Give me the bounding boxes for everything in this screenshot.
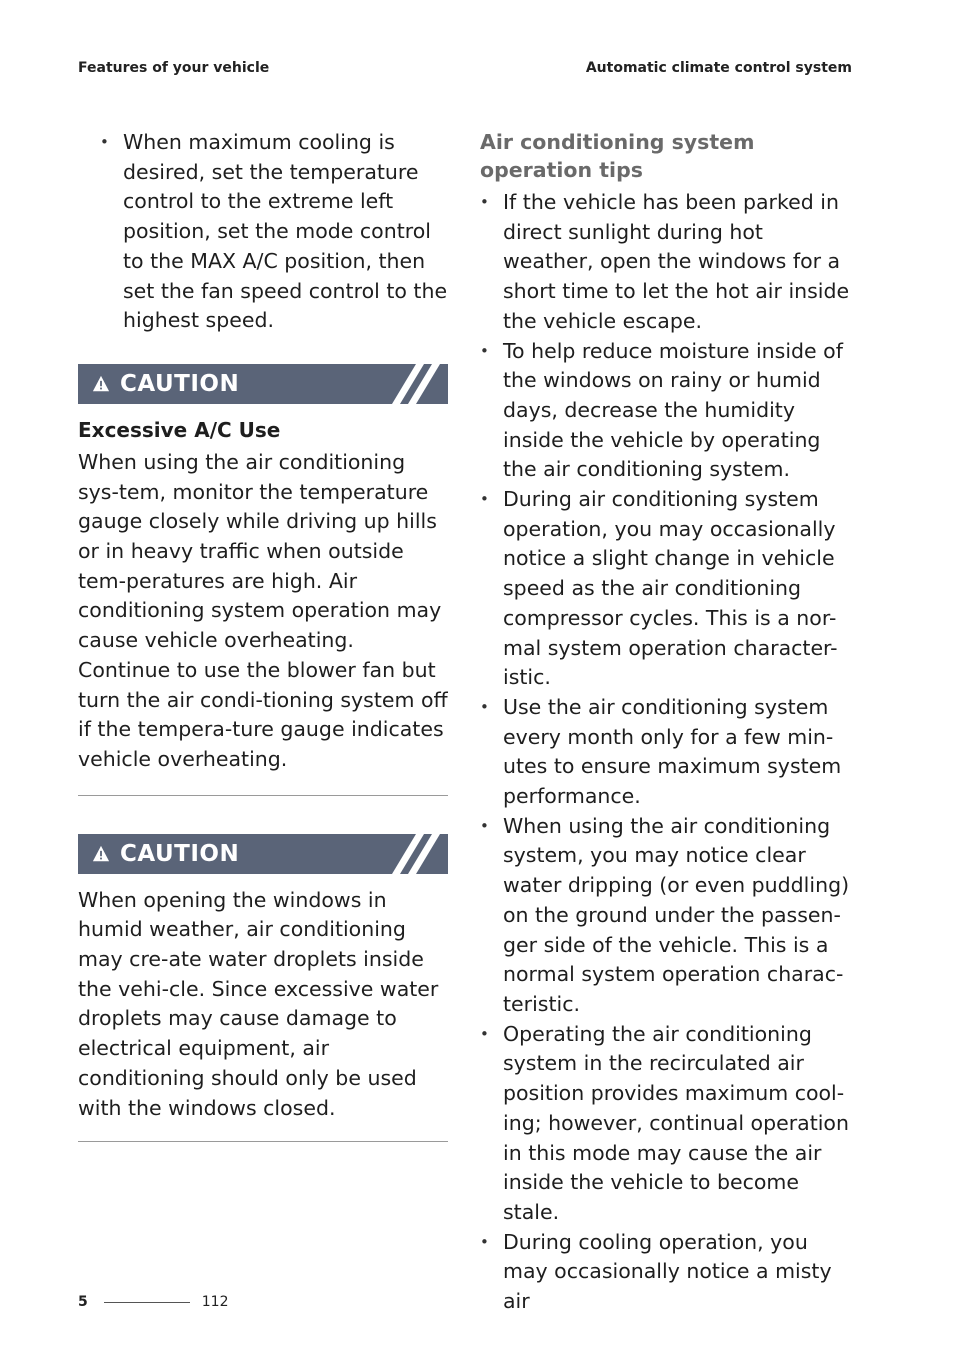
caution-text-2: When opening the windows in humid weather, air conditioning may cre-ate water droplets inside the vehi-cle. Since excessive water droplets may cause damage to electrical equipment, air conditioning should only be used with the windows closed.	[78, 887, 439, 1120]
slash-decoration-icon	[388, 834, 448, 874]
list-item: • If the vehicle has been parked in direct sunlight during hot weather, open the windows for a short time to let the hot air inside the vehicle escape.	[480, 188, 850, 337]
caution-label: CAUTION	[120, 370, 240, 397]
list-item: • During air conditioning system operation, you may occasionally notice a slight change in vehicle speed as the air conditioning compressor cycles. This is a nor-mal system operation character-istic.	[480, 485, 850, 693]
caution-text: When using the air conditioning sys-tem, monitor the temperature gauge closely while driving up hills or in heavy traffic when outside tem-peratures are high. Air conditioning system operation may cause vehicle overheating. Continue to use the blower fan but turn the air condi-tioning system off if the tempera-ture gauge indicates vehicle overheating.	[78, 449, 448, 771]
list-item: • When using the air conditioning system, you may notice clear water dripping (or even puddling) on the ground under the passen-ger side of the vehicle. This is a normal system operation charac-teristic.	[480, 812, 850, 1020]
tips-list	[480, 188, 850, 1317]
divider	[78, 1141, 448, 1142]
left-column	[78, 128, 448, 1142]
chapter-number: 5	[78, 1294, 88, 1310]
page-number: 112	[201, 1294, 229, 1310]
list-item: • Use the air conditioning system every month only for a few min-utes to ensure maximum system performance.	[480, 693, 850, 812]
caution-banner-2	[78, 834, 448, 874]
running-header-section: Features of your vehicle	[78, 60, 270, 76]
list-item: • To help reduce moisture inside of the windows on rainy or humid days, decrease the humidity inside the vehicle by operating the air conditioning system.	[480, 337, 850, 486]
section-title: Air conditioning system operation tips	[480, 130, 755, 182]
caution-banner	[78, 364, 448, 404]
right-column	[480, 128, 850, 1317]
page-footer	[78, 1294, 228, 1310]
list-item: • When maximum cooling is desired, set the temperature control to the extreme left position, set the mode control to the MAX A/C position, then set the fan speed control to the highest speed.	[78, 128, 448, 336]
list-item: • Operating the air conditioning system in the recirculated air position provides maximum cool-ing; however, continual operation in this mode may cause the air inside the vehicle to become stale.	[480, 1020, 850, 1228]
slash-decoration-icon	[388, 364, 448, 404]
caution-label: CAUTION	[120, 840, 240, 867]
warning-icon	[92, 845, 110, 863]
warning-icon	[92, 375, 110, 393]
caution-title: Excessive A/C Use	[78, 417, 281, 442]
list-item: • During cooling operation, you may occasionally notice a misty air	[480, 1228, 850, 1317]
footer-divider	[104, 1302, 190, 1303]
running-header-topic: Automatic climate control system	[585, 60, 852, 76]
left-bullet-list	[78, 128, 448, 336]
